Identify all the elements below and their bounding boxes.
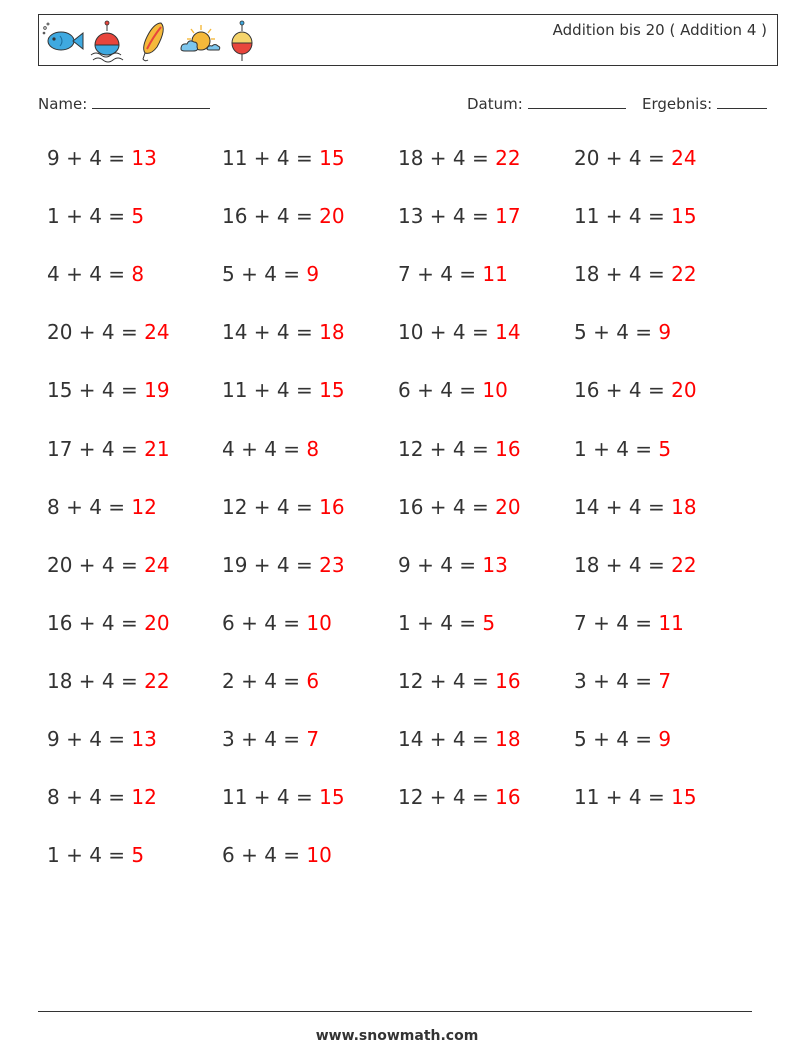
problem-answer: 22	[671, 553, 697, 577]
problem-item	[574, 437, 671, 461]
problem-expression: 16 + 4 =	[398, 495, 496, 519]
problem-answer: 24	[144, 320, 170, 344]
problem-item	[47, 146, 157, 170]
fishing-lure-icon	[137, 19, 171, 63]
problem-expression: 18 + 4 =	[574, 262, 672, 286]
problem-item	[222, 204, 345, 228]
problem-item	[47, 843, 144, 867]
problem-item	[574, 204, 697, 228]
problem-item	[222, 611, 332, 635]
problem-expression: 16 + 4 =	[222, 204, 320, 228]
problem-answer: 22	[495, 146, 521, 170]
problem-expression: 5 + 4 =	[574, 320, 659, 344]
date-field	[467, 94, 626, 113]
problem-expression: 6 + 4 =	[398, 378, 483, 402]
problem-answer: 13	[482, 553, 508, 577]
problem-item	[574, 553, 697, 577]
problem-answer: 20	[671, 378, 697, 402]
problem-item	[222, 785, 345, 809]
name-label: Name:	[38, 95, 88, 113]
problem-item	[47, 727, 157, 751]
problem-expression: 9 + 4 =	[47, 146, 132, 170]
problem-expression: 5 + 4 =	[574, 727, 659, 751]
problem-answer: 15	[319, 785, 345, 809]
problem-expression: 12 + 4 =	[398, 437, 496, 461]
problem-expression: 18 + 4 =	[398, 146, 496, 170]
problem-item	[398, 262, 508, 286]
problem-expression: 5 + 4 =	[222, 262, 307, 286]
problem-item	[47, 204, 144, 228]
fish-icon	[41, 19, 85, 59]
problem-answer: 8	[131, 262, 145, 286]
problem-answer: 5	[658, 437, 672, 461]
problem-expression: 11 + 4 =	[574, 204, 672, 228]
problem-item	[47, 495, 157, 519]
problem-item	[222, 320, 345, 344]
problem-item	[47, 378, 170, 402]
problem-expression: 1 + 4 =	[47, 204, 132, 228]
problem-answer: 15	[319, 146, 345, 170]
problem-expression: 9 + 4 =	[398, 553, 483, 577]
worksheet-header	[38, 14, 778, 66]
problem-item	[47, 320, 170, 344]
problem-answer: 11	[482, 262, 508, 286]
problem-answer: 15	[671, 785, 697, 809]
problem-expression: 1 + 4 =	[47, 843, 132, 867]
problem-item	[574, 378, 697, 402]
problem-answer: 19	[144, 378, 170, 402]
problem-answer: 5	[482, 611, 496, 635]
problem-expression: 20 + 4 =	[47, 553, 145, 577]
problem-answer: 10	[482, 378, 508, 402]
problem-answer: 13	[131, 146, 157, 170]
problem-expression: 4 + 4 =	[47, 262, 132, 286]
problem-answer: 16	[319, 495, 345, 519]
problem-expression: 18 + 4 =	[47, 669, 145, 693]
problem-answer: 16	[495, 437, 521, 461]
problem-item	[222, 727, 319, 751]
problem-expression: 20 + 4 =	[47, 320, 145, 344]
problem-answer: 24	[671, 146, 697, 170]
problem-expression: 14 + 4 =	[398, 727, 496, 751]
problem-answer: 8	[306, 437, 320, 461]
problem-answer: 16	[495, 669, 521, 693]
result-field	[642, 94, 767, 113]
problem-item	[398, 146, 521, 170]
result-blank[interactable]	[717, 94, 767, 109]
problem-answer: 16	[495, 785, 521, 809]
problem-expression: 7 + 4 =	[574, 611, 659, 635]
float-icon	[227, 19, 257, 63]
problem-answer: 9	[306, 262, 320, 286]
problem-expression: 16 + 4 =	[574, 378, 672, 402]
problem-expression: 6 + 4 =	[222, 843, 307, 867]
problem-item	[222, 843, 332, 867]
footer-url: www.snowmath.com	[315, 1028, 479, 1044]
problem-item	[574, 669, 671, 693]
problem-expression: 7 + 4 =	[398, 262, 483, 286]
problem-expression: 20 + 4 =	[574, 146, 672, 170]
problem-item	[222, 262, 319, 286]
problem-item	[398, 378, 508, 402]
problem-expression: 4 + 4 =	[222, 437, 307, 461]
problem-answer: 5	[131, 843, 145, 867]
result-label: Ergebnis:	[642, 95, 713, 113]
problem-expression: 16 + 4 =	[47, 611, 145, 635]
problem-item	[398, 204, 521, 228]
problem-answer: 9	[658, 727, 672, 751]
name-blank[interactable]	[92, 94, 210, 109]
problem-item	[398, 553, 508, 577]
problem-item	[574, 785, 697, 809]
problem-item	[222, 553, 345, 577]
problem-expression: 1 + 4 =	[398, 611, 483, 635]
problem-answer: 10	[306, 611, 332, 635]
problem-answer: 15	[319, 378, 345, 402]
problem-item	[47, 611, 170, 635]
problem-answer: 17	[495, 204, 521, 228]
problem-answer: 20	[144, 611, 170, 635]
problem-item	[398, 727, 521, 751]
problem-answer: 9	[658, 320, 672, 344]
problem-item	[47, 553, 170, 577]
problem-item	[398, 611, 495, 635]
problem-item	[47, 262, 144, 286]
problem-expression: 14 + 4 =	[574, 495, 672, 519]
problem-item	[47, 437, 170, 461]
problem-answer: 12	[131, 785, 157, 809]
problem-expression: 15 + 4 =	[47, 378, 145, 402]
problem-answer: 6	[306, 669, 320, 693]
problem-answer: 15	[671, 204, 697, 228]
problem-expression: 11 + 4 =	[574, 785, 672, 809]
problem-expression: 9 + 4 =	[47, 727, 132, 751]
problem-item	[398, 437, 521, 461]
problem-item	[574, 727, 671, 751]
problem-answer: 11	[658, 611, 684, 635]
problem-answer: 10	[306, 843, 332, 867]
problem-answer: 21	[144, 437, 170, 461]
problem-item	[222, 437, 319, 461]
footer-divider	[38, 1011, 752, 1012]
problem-item	[47, 785, 157, 809]
problem-expression: 3 + 4 =	[574, 669, 659, 693]
problem-expression: 18 + 4 =	[574, 553, 672, 577]
problem-expression: 6 + 4 =	[222, 611, 307, 635]
problem-expression: 14 + 4 =	[222, 320, 320, 344]
problem-item	[398, 669, 521, 693]
problem-expression: 8 + 4 =	[47, 785, 132, 809]
problem-expression: 12 + 4 =	[222, 495, 320, 519]
problem-expression: 12 + 4 =	[398, 669, 496, 693]
problem-answer: 23	[319, 553, 345, 577]
problem-expression: 12 + 4 =	[398, 785, 496, 809]
problem-answer: 20	[319, 204, 345, 228]
problem-answer: 22	[671, 262, 697, 286]
problem-expression: 8 + 4 =	[47, 495, 132, 519]
problem-answer: 24	[144, 553, 170, 577]
problem-expression: 11 + 4 =	[222, 785, 320, 809]
problem-expression: 17 + 4 =	[47, 437, 145, 461]
date-blank[interactable]	[528, 94, 626, 109]
problem-answer: 12	[131, 495, 157, 519]
problem-item	[398, 320, 521, 344]
problem-expression: 13 + 4 =	[398, 204, 496, 228]
problem-item	[574, 146, 697, 170]
problem-expression: 19 + 4 =	[222, 553, 320, 577]
problem-answer: 18	[495, 727, 521, 751]
problem-expression: 11 + 4 =	[222, 378, 320, 402]
problem-item	[574, 262, 697, 286]
problem-item	[222, 669, 319, 693]
date-label: Datum:	[467, 95, 523, 113]
problem-answer: 14	[495, 320, 521, 344]
problem-item	[222, 378, 345, 402]
name-field	[38, 94, 210, 113]
problem-answer: 20	[495, 495, 521, 519]
problem-item	[47, 669, 170, 693]
problem-expression: 2 + 4 =	[222, 669, 307, 693]
problem-answer: 7	[658, 669, 672, 693]
problem-expression: 11 + 4 =	[222, 146, 320, 170]
problem-expression: 3 + 4 =	[222, 727, 307, 751]
bobber-waves-icon	[87, 19, 127, 63]
problem-answer: 18	[319, 320, 345, 344]
problem-expression: 10 + 4 =	[398, 320, 496, 344]
problem-item	[574, 320, 671, 344]
sun-cloud-icon	[177, 19, 223, 63]
problem-answer: 7	[306, 727, 320, 751]
problem-answer: 5	[131, 204, 145, 228]
problem-item	[222, 495, 345, 519]
worksheet-title: Addition bis 20 ( Addition 4 )	[552, 21, 767, 39]
problem-item	[398, 785, 521, 809]
problem-item	[398, 495, 521, 519]
problem-expression: 1 + 4 =	[574, 437, 659, 461]
problem-answer: 13	[131, 727, 157, 751]
problem-answer: 22	[144, 669, 170, 693]
problem-item	[574, 495, 697, 519]
problem-item	[222, 146, 345, 170]
problem-answer: 18	[671, 495, 697, 519]
problem-item	[574, 611, 684, 635]
